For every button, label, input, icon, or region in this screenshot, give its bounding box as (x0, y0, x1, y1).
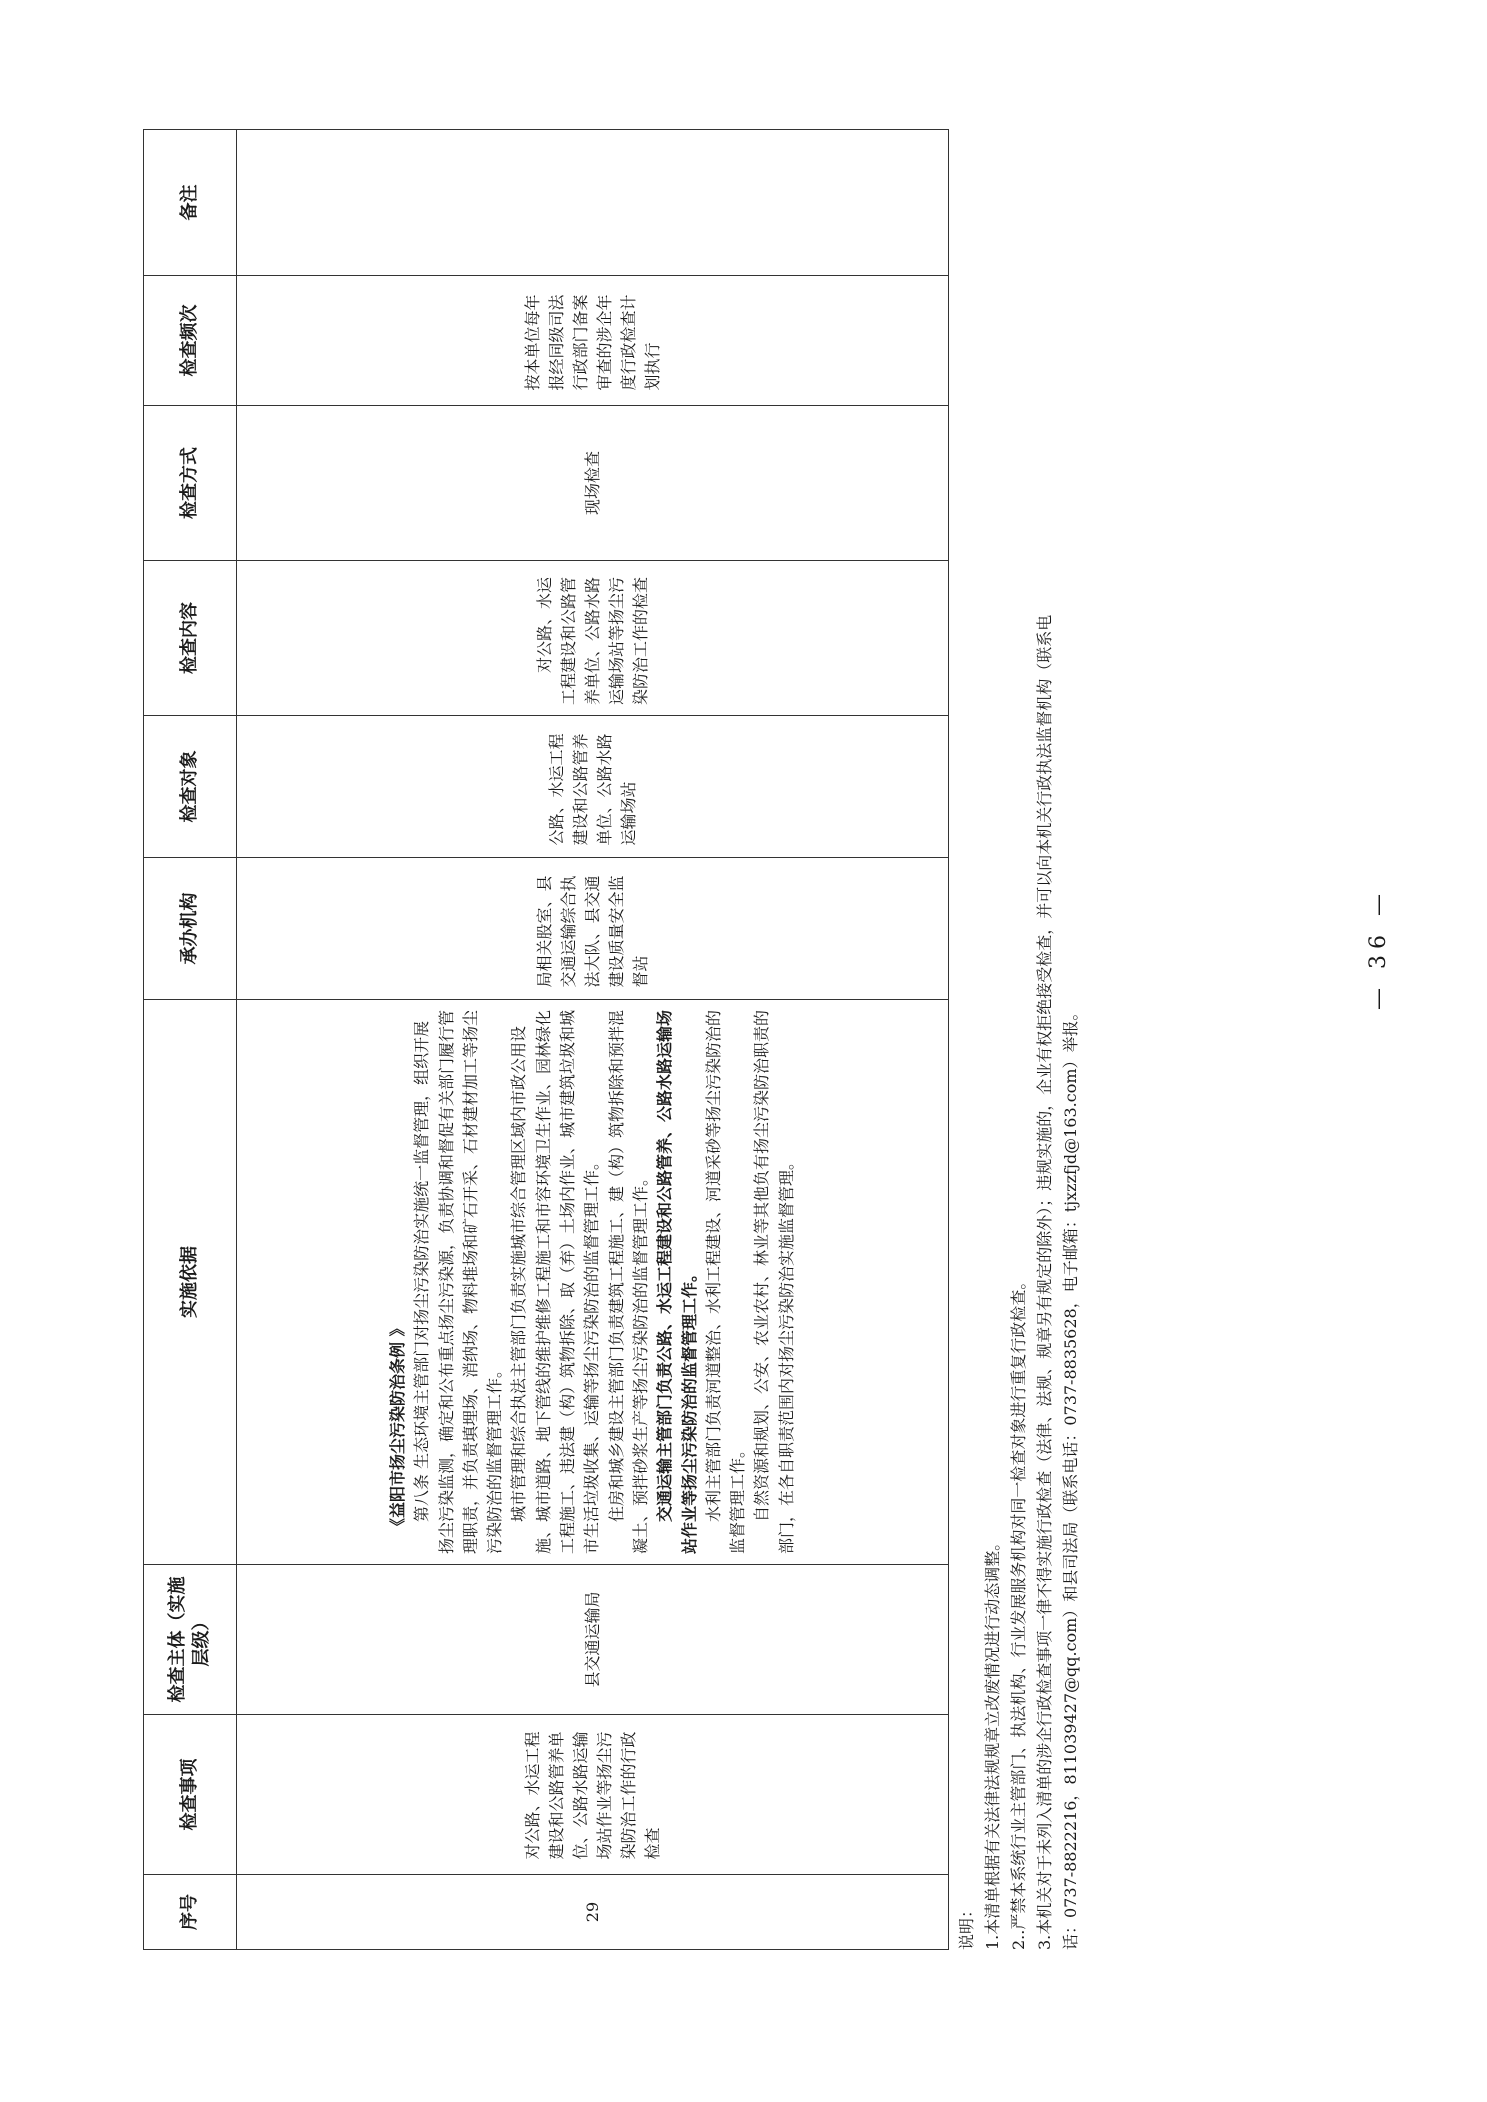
note-item: 话：0737-8822216，81103942​7@qq.com）和县司法局（联系电话：0737-8835628，电子邮箱：tjxzzfjd@163.com）举报。 (1061, 1004, 1080, 1950)
basis-paragraph: 交通运输主管部门负责公路、水运工程建设和公路管养、公路水路运输场站作业等扬尘污染防治的监督管理工作。 (655, 1009, 699, 1554)
header-org: 承办机构 (144, 858, 237, 1000)
table-header-row (144, 130, 237, 1950)
cell-org-text: 局相关股室、县交通运输综合执法大队、县交通建设质量安全监督站 (534, 875, 650, 988)
basis-paragraphs (410, 1010, 799, 1554)
cell-item-text: 对公路、水运工程建设和公路管养单位、公路水路运输场站作业等扬尘污染防治工作的行政检查 (522, 1731, 662, 1860)
table-row (237, 130, 949, 1950)
cell-object (237, 716, 949, 858)
header-method: 检查方式 (144, 406, 237, 561)
basis-paragraph: 第八条 生态环境主管部门对扬尘污染防治实施统一监督管理，组织开展扬尘污染监测，确定和公布重点扬尘污染源，负责协调和督促有关部门履行管理职责，并负责填埋场、消纳场、物料堆场和矿石开采、石材建材加工等扬尘污染防治的监督管理工作。 (412, 1009, 505, 1554)
basis-paragraph: 住房和城乡建设主管部门负责建筑工程施工、建（构）筑物拆除和预拌混凝土、预拌砂浆生产等扬尘污染防治的监督管理工作。 (606, 1009, 650, 1554)
basis-paragraph: 自然资源和规划、公安、农业农村、林业等其他负有扬尘污染防治职责的部门，在各自职责范围内对扬尘污染防治实施监督管理。 (752, 1009, 796, 1554)
note-item: 3.本机关对于未列入清单的涉企行政检查事项一律不得实施行政检查（法律、法规、规章另有规定的除外）；违规实施的，企业有权拒绝接受检查，并可以向本机关行政执法监督机构（联系电 (1035, 614, 1054, 1950)
header-remark: 备注 (144, 130, 237, 276)
cell-basis (237, 1000, 949, 1565)
basis-title: 《益阳市扬尘污染防治条例 》 (387, 1320, 407, 1534)
header-object: 检查对象 (144, 716, 237, 858)
header-basis: 实施依据 (144, 1000, 237, 1565)
inspection-table (143, 129, 949, 1950)
cell-subject: 县交通运输局 (237, 1565, 949, 1715)
header-content: 检查内容 (144, 561, 237, 716)
cell-frequency (237, 276, 949, 406)
note-item: 2..严禁本系统行业主管部门、执法机构、行业发展服务机构对同一检查对象进行重复行政检查。 (1009, 1273, 1028, 1950)
cell-content (237, 561, 949, 716)
cell-object-text: 公路、水运工程建设和公路管养单位、公路水路运输场站 (546, 733, 638, 846)
header-frequency: 检查频次 (144, 276, 237, 406)
cell-seq: 29 (237, 1875, 949, 1950)
notes-section (955, 130, 1085, 1950)
basis-paragraph: 水利主管部门负责河道整治、水利工程建设、河道采砂等扬尘污染防治的监督管理工作。 (703, 1009, 748, 1554)
page-number: — 36 — (1366, 888, 1391, 1010)
cell-method: 现场检查 (237, 406, 949, 561)
cell-org (237, 858, 949, 1000)
header-item: 检查事项 (144, 1715, 237, 1875)
cell-remark (237, 130, 949, 276)
cell-content-text: 对公路、水运工程建设和公路管养单位、公路水路运输场站等扬尘污染防治工作的检查 (534, 576, 650, 705)
basis-paragraph: 城市管理和综合执法主管部门负责实施城市综合管理区域内市政公用设施、城市道路、地下管线的维护维修工程施工和市容环境卫生作业、园林绿化工程施工、违法建（构）筑物拆除、取（弃）土场内作业、城市建筑垃圾和城市生活垃圾收集、运输等扬尘污染防治的监督管理工作。 (509, 1009, 602, 1554)
header-seq: 序号 (144, 1875, 237, 1950)
note-item: 1.本清单根据有关法律法规规章立改废情况进行动态调整。 (983, 1534, 1002, 1950)
header-subject: 检查主体（实施层级） (144, 1565, 237, 1715)
rotated-page-content (143, 130, 1097, 1950)
cell-item (237, 1715, 949, 1875)
notes-label: 说明： (957, 1901, 976, 1950)
cell-frequency-text: 按本单位每年报经同级司法行政部门备案审查的涉企年度行政检查计划执行 (522, 294, 662, 391)
